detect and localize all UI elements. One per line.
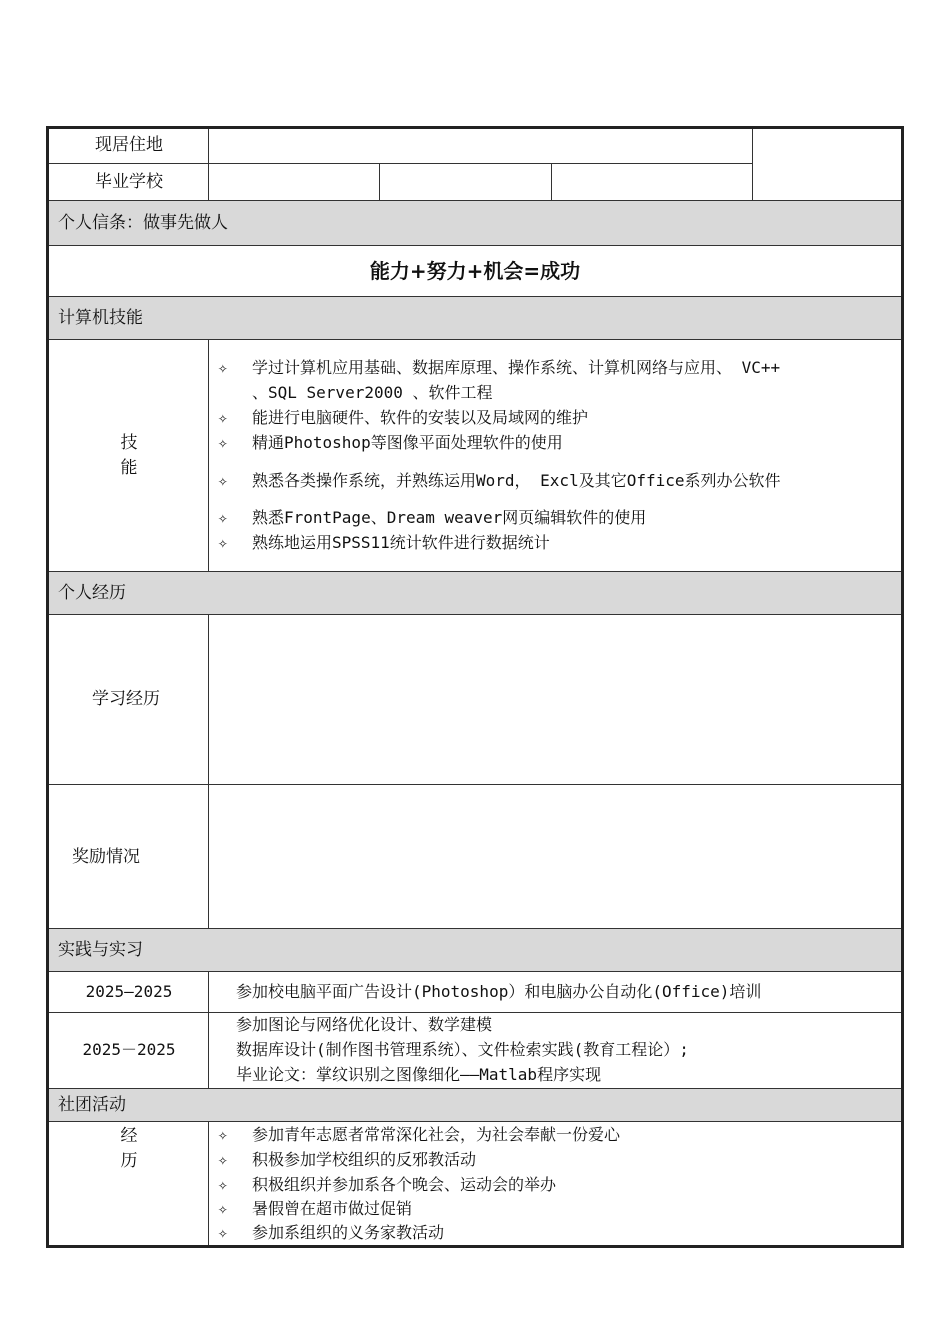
row-divider	[49, 1088, 901, 1089]
practice-period: 2025—2025	[85, 982, 173, 1001]
row-divider	[49, 163, 752, 164]
practice-detail: 参加校电脑平面广告设计(Photoshop）和电脑办公自动化(Office)培训	[236, 982, 762, 1001]
practice-header-shading	[49, 929, 901, 971]
practice-period: 2025－2025	[82, 1040, 176, 1059]
row-divider	[49, 928, 901, 929]
skill-item: ✧ 能进行电脑硬件、软件的安装以及局域网的维护	[218, 408, 589, 427]
column-divider	[208, 971, 209, 1088]
column-divider	[208, 1121, 209, 1245]
club-item: ✧ 积极参加学校组织的反邪教活动	[218, 1150, 477, 1169]
diamond-bullet-icon: ✧	[218, 433, 228, 452]
diamond-bullet-icon: ✧	[218, 1223, 228, 1242]
skills-section-title: 计算机技能	[58, 308, 143, 328]
diamond-bullet-icon: ✧	[218, 358, 228, 377]
skill-item: ✧ 熟悉FrontPage、Dream weaver网页编辑软件的使用	[218, 508, 647, 527]
row-divider	[49, 614, 901, 615]
column-divider	[208, 339, 209, 571]
row-divider	[49, 200, 901, 201]
experience-section-title: 个人经历	[58, 583, 126, 603]
diamond-bullet-icon: ✧	[218, 471, 228, 490]
diamond-bullet-icon: ✧	[218, 1125, 228, 1144]
column-divider	[208, 129, 209, 200]
diamond-bullet-icon: ✧	[218, 1175, 228, 1194]
row-divider	[49, 1121, 901, 1122]
clubs-section-title: 社团活动	[58, 1095, 126, 1115]
club-item: ✧ 积极组织并参加系各个晚会、运动会的举办	[218, 1175, 557, 1194]
skill-item: ✧ 精通Photoshop等图像平面处理软件的使用	[218, 433, 563, 452]
row-divider	[49, 245, 901, 246]
diamond-bullet-icon: ✧	[218, 533, 228, 552]
skill-item: ✧ 熟悉各类操作系统，并熟练运用Word， Excl及其它Office系列办公软件	[218, 471, 781, 490]
photo-cell-divider	[752, 129, 753, 200]
column-divider	[551, 163, 552, 200]
row-divider	[49, 339, 901, 340]
motto-text: 能力+努力+机会=成功	[369, 259, 581, 283]
practice-detail: 数据库设计(制作图书管理系统）、文件检索实践(教育工程论）;	[236, 1040, 689, 1059]
club-item: ✧ 参加青年志愿者常常深化社会，为社会奉献一份爱心	[218, 1125, 621, 1144]
row-divider	[49, 784, 901, 785]
column-divider	[379, 163, 380, 200]
skill-item: ✧ 熟练地运用SPSS11统计软件进行数据统计	[218, 533, 550, 552]
motto-label: 个人信条：做事先做人	[58, 213, 228, 233]
skills-header-shading	[49, 297, 901, 339]
diamond-bullet-icon: ✧	[218, 1150, 228, 1169]
clubs-header-shading	[49, 1088, 901, 1121]
experience-header-shading	[49, 572, 901, 614]
clubs-row-label-2: 历	[120, 1151, 138, 1171]
awards-label: 奖励情况	[72, 847, 140, 867]
residence-label: 现居住地	[95, 135, 163, 155]
clubs-row-label-1: 经	[120, 1126, 138, 1146]
education-label: 学习经历	[92, 689, 160, 709]
practice-detail: 毕业论文：掌纹识别之图像细化——Matlab程序实现	[236, 1065, 602, 1084]
diamond-bullet-icon: ✧	[218, 408, 228, 427]
row-divider	[49, 296, 901, 297]
column-divider	[208, 614, 209, 928]
club-item: ✧ 参加系组织的义务家教活动	[218, 1223, 445, 1242]
row-divider	[49, 1012, 901, 1013]
school-label: 毕业学校	[95, 172, 163, 192]
practice-detail: 参加图论与网络优化设计、数学建模	[236, 1015, 493, 1034]
diamond-bullet-icon: ✧	[218, 508, 228, 527]
row-divider	[49, 571, 901, 572]
skill-item-continued: 、SQL Server2000 、软件工程	[252, 383, 493, 402]
practice-section-title: 实践与实习	[58, 940, 143, 960]
row-divider	[49, 971, 901, 972]
diamond-bullet-icon: ✧	[218, 1199, 228, 1218]
skills-row-label-1: 技	[120, 433, 138, 453]
skill-item: ✧ 学过计算机应用基础、数据库原理、操作系统、计算机网络与应用、 VC++	[218, 358, 781, 377]
skills-row-label-2: 能	[120, 458, 138, 478]
club-item: ✧ 暑假曾在超市做过促销	[218, 1199, 413, 1218]
